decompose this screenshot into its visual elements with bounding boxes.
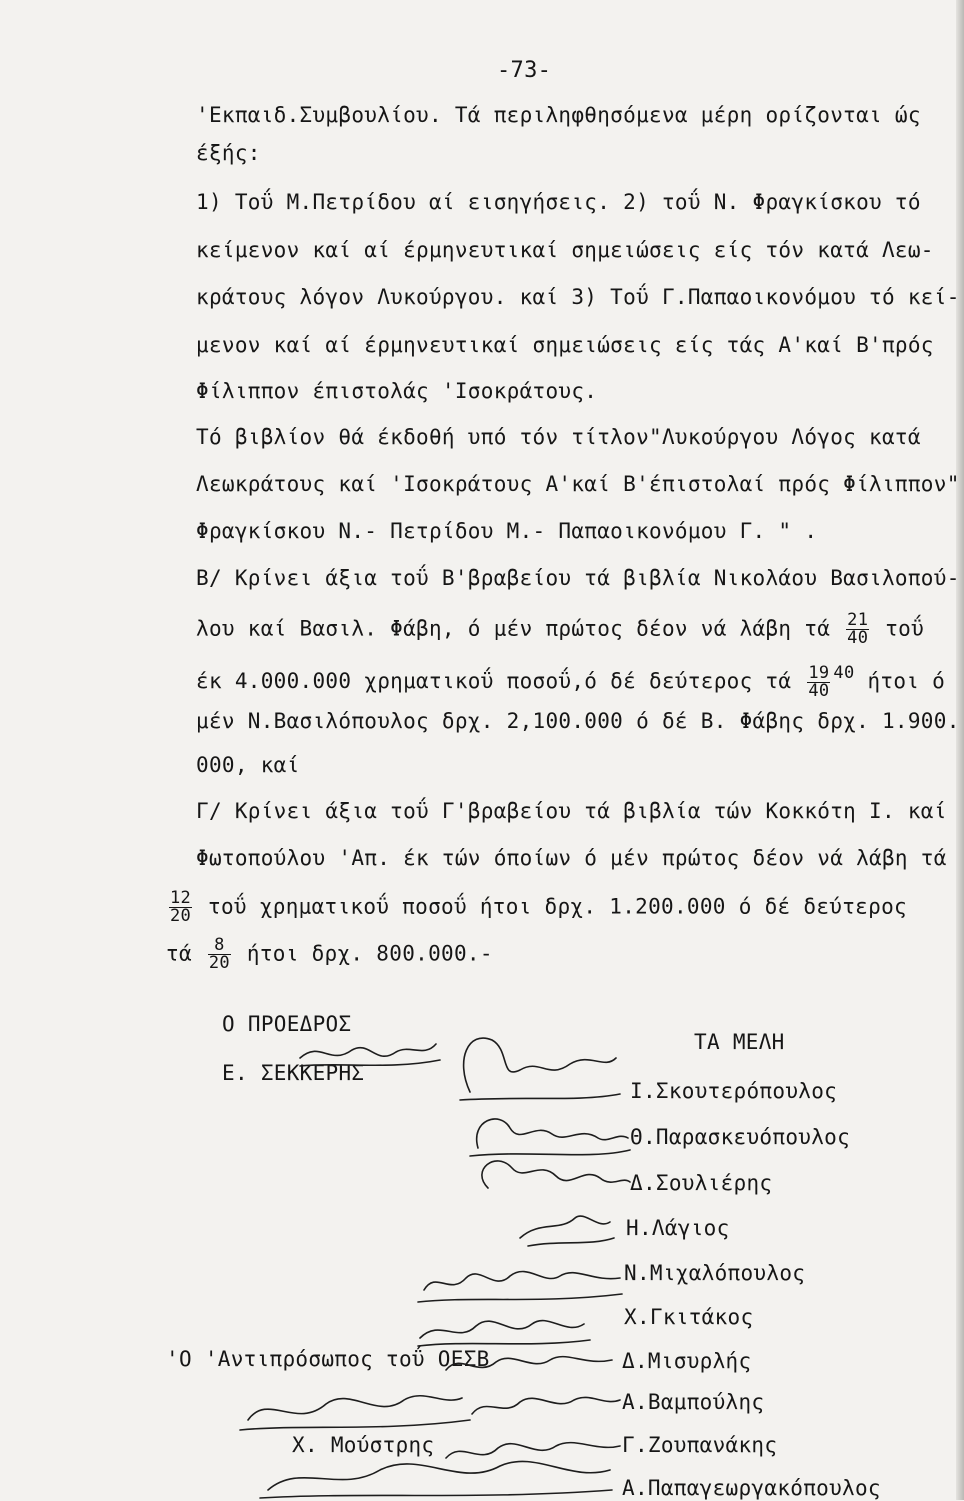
signature-member-6: [418, 1321, 590, 1346]
member-name: Α.Παπαγεωργακόπουλος: [622, 1476, 881, 1500]
text-segment: τά: [166, 941, 192, 966]
text-line: 'Εκπαιδ.Συμβουλίου. Τά περιληφθησόμενα μέρη ορίζονται ώς: [196, 103, 921, 127]
text-line: Φραγκίσκου Ν.- Πετρίδου Μ.- Παπαοικονόμου Γ. " .: [196, 519, 818, 543]
fraction-denominator: 20: [208, 953, 230, 973]
signature-member-2: [470, 1119, 630, 1156]
members-title: ΤΑ ΜΕΛΗ: [694, 1030, 785, 1054]
fraction-denominator: 20: [170, 906, 192, 926]
fraction-numerator: 12: [170, 888, 192, 908]
signature-member-8: [472, 1397, 620, 1414]
fraction-21-40: [846, 612, 869, 647]
text-segment: έκ 4.000.000 χρηματικοΰ ποσοΰ,ό δέ δεύτερος τά: [196, 669, 792, 693]
text-line: μενον καί αί έρμηνευτικαί σημειώσεις είς τάς Α'καί Β'πρός: [196, 333, 934, 357]
representative-title: 'Ο 'Αντιπρόσωπος τοΰ ΟΕΣΒ: [166, 1347, 490, 1371]
signature-member-4: [520, 1216, 614, 1246]
text-line: μέν Ν.Βασιλόπουλος δρχ. 2,100.000 ό δέ Β. Φάβης δρχ. 1.900.: [196, 709, 960, 733]
text-segment: λου καί Βασιλ. Φάβη, ό μέν πρώτος δέον νά λάβη τά: [196, 616, 831, 641]
text-line: 1) Τοΰ Μ.Πετρίδου αί εισηγήσεις. 2) τοΰ Ν. Φραγκίσκου τό: [196, 190, 921, 214]
signature-member-1: [460, 1038, 620, 1100]
text-line: Β/ Κρίνει άξια τοΰ Β'βραβείου τά βιβλία Νικολάου Βασιλοπού-: [196, 566, 960, 590]
text-line: [196, 612, 924, 647]
page-number: -73-: [497, 58, 552, 83]
text-line: 000, καί: [196, 753, 300, 777]
text-line: έξής:: [196, 141, 261, 165]
signature-member-3: [482, 1161, 630, 1188]
page-edge: [956, 0, 964, 1500]
signature-member-5: [418, 1271, 622, 1302]
text-line: Γ/ Κρίνει άξια τοΰ Γ'βραβείου τά βιβλία τών Κοκκότη Ι. καί: [196, 799, 947, 823]
text-segment: ήτοι δρχ. 800.000.-: [246, 941, 493, 966]
signature-member-9: [446, 1443, 620, 1458]
text-line: Τό βιβλίον θά έκδοθή υπό τόν τίτλον"Λυκούργου Λόγος κατά: [196, 425, 921, 449]
text-line: [196, 660, 945, 700]
superscript-40: 40: [833, 663, 855, 683]
signature-member-10: [260, 1461, 612, 1498]
fraction-denominator: 40: [808, 680, 830, 701]
member-name: Δ.Σουλιέρης: [630, 1171, 773, 1195]
member-name: Θ.Παρασκευόπουλος: [630, 1125, 851, 1149]
fraction-numerator: 21: [847, 610, 869, 630]
text-line: [166, 890, 907, 925]
president-title: Ο ΠΡΟΕΔΡΟΣ: [222, 1012, 352, 1036]
text-segment: τοΰ χρηματικοΰ ποσοΰ ήτοι δρχ. 1.200.000 ό δέ δεύτερος: [208, 894, 907, 919]
fraction-19-40: [807, 662, 830, 701]
text-line: Λεωκράτους καί 'Ισοκράτους Α'καί Β'έπιστολαί πρός Φίλιππον": [196, 472, 960, 496]
text-line: Φίλιππον έπιστολάς 'Ισοκράτους.: [196, 379, 598, 403]
text-line: κείμενον καί αί έρμηνευτικαί σημειώσεις είς τόν κατά Λεω-: [196, 238, 934, 262]
president-name: Ε. ΣΕΚΚΕΡΗΣ: [222, 1061, 365, 1085]
fraction-12-20: [169, 890, 192, 925]
representative-name: Χ. Μούστρης: [292, 1433, 435, 1457]
member-name: Δ.Μισυρλής: [622, 1349, 752, 1373]
signature-representative: [240, 1396, 470, 1430]
text-line: Φωτοπούλου 'Απ. έκ τών όποίων ό μέν πρώτος δέον νά λάβη τά: [196, 846, 947, 870]
member-name: Ν.Μιχαλόπουλος: [624, 1261, 806, 1285]
member-name: Χ.Γκιτάκος: [624, 1305, 754, 1329]
fraction-numerator: 8: [208, 937, 231, 955]
text-line: κράτους λόγον Λυκούργου. καί 3) Τοΰ Γ.Παπαοικονόμου τό κεί-: [196, 285, 960, 309]
text-line: [166, 937, 493, 972]
fraction-denominator: 40: [847, 628, 869, 648]
member-name: Γ.Ζουπανάκης: [622, 1433, 778, 1457]
text-segment: τοΰ: [885, 616, 925, 641]
fraction-8-20: [208, 937, 231, 972]
text-segment: ήτοι ό: [867, 669, 946, 693]
fraction-numerator: 19: [808, 662, 830, 683]
member-name: Ι.Σκουτερόπουλος: [630, 1079, 838, 1103]
member-name: Α.Βαμπούλης: [622, 1390, 765, 1414]
member-name: Η.Λάγιος: [626, 1216, 730, 1240]
